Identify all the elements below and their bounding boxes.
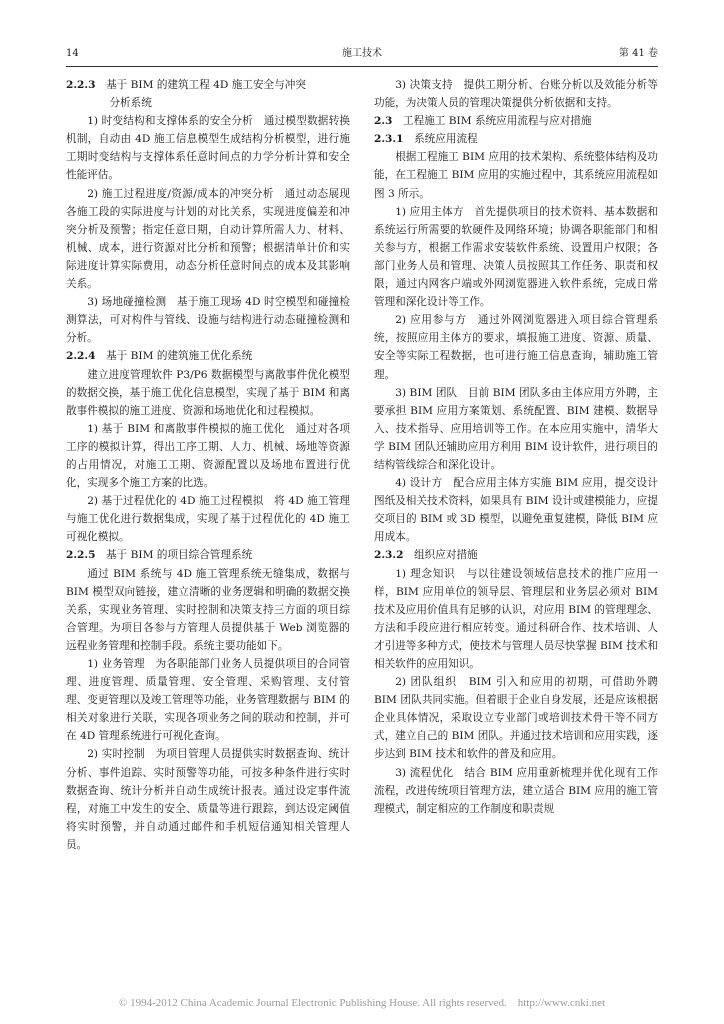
paragraph: 1) 基于 BIM 和离散事件模拟的施工优化 通过对各项工序的模拟计算，得出工序工期、人力、机械、场地等资源的占用情况，对施工工期、资源配置以及场地布置进行优化，实现多个施工方案的比选。 <box>66 422 350 490</box>
paragraph: 通过 BIM 系统与 4D 施工管理系统无缝集成，数据与 BIM 模型双向链接，建立清晰的业务逻辑和明确的数据交换关系，实现业务管理、实时控制和决策支持三方面的项目综合管理。为项目各参与方管理人员提供基于 Web 浏览器的远程业务管理和控制手段。系统主要功能如下。 <box>66 567 350 652</box>
paragraph: 1) 业务管理 为各职能部门业务人员提供项目的合同管理、进度管理、质量管理、安全管理、采购管理、支付管理、变更管理以及竣工管理等功能，业务管理数据与 BIM 的相关对象进行关联，实现各项业务之间的联动和控制，并可在 4D 管理系统进行可视化查询。 <box>66 658 350 743</box>
section-number: 2.3.2 <box>374 549 404 562</box>
right-column <box>374 76 658 818</box>
left-column <box>66 76 350 854</box>
section-title: 工程施工 BIM 系统应用流程与应对措施 <box>403 115 592 128</box>
section-number: 2.2.3 <box>66 79 96 91</box>
paragraph: 2) 应用参与方 通过外网浏览器进入项目综合管理系统，按照应用主体方的要求，填报施工进度、资源、质量、安全等实际工程数据，也可进行施工信息查询，辅助施工管理。 <box>374 314 658 381</box>
section-title-continued: 分析系统 <box>109 97 152 110</box>
paragraph: 4) 设计方 配合应用主体方实施 BIM 应用，提交设计图纸及相关技术资料，如果具有 BIM 设计或建模能力，应提交项目的 BIM 或 3D 模型，以避免重复建模，降低 BIM 应用成本。 <box>374 477 658 544</box>
paragraph: 2) 基于过程优化的 4D 施工过程模拟 将 4D 施工管理与施工优化进行数据集成，实现了基于过程优化的 4D 施工可视化模拟。 <box>66 495 350 544</box>
paragraph: 2) 施工过程进度/资源/成本的冲突分析 通过动态展现各施工段的实际进度与计划的对比关系，实现进度偏差和冲突分析及预警；指定任意日期，自动计算所需人力、材料、机械、成本，进行资源对比分析和预警；根据清单计价和实际进度计算实际费用，动态分析任意时间点的成本及其影响关系。 <box>66 187 350 291</box>
section-heading <box>374 112 658 130</box>
paragraph: 2) 团队组织 BIM 引入和应用的初期，可借助外聘 BIM 团队共同实施。但着眼于企业自身发展，还是应该根据企业具体情况，采取设立专业部门或培训技术骨干等不同方式，建立自己的 BIM 团队。并通过技术培训和应用实践，逐步达到 BIM 技术和软件的普及和应用。 <box>374 676 658 761</box>
page-number: 14 <box>66 48 79 59</box>
paragraph: 1) 时变结构和支撑体系的安全分析 通过模型数据转换机制，自动由 4D 施工信息模型生成结构分析模型，进行施工期时变结构与支撑体系任意时间点的力学分析计算和安全性能评估。 <box>66 115 350 182</box>
paragraph: 3) 流程优化 结合 BIM 应用重新梳理并优化现有工作流程，改进传统项目管理方法，建立适合 BIM 应用的施工管理模式，制定相应的工作制度和职责规 <box>374 766 658 815</box>
paragraph: 3) 场地碰撞检测 基于施工现场 4D 时空模型和碰撞检测算法，可对构件与管线、设施与结构进行动态碰撞检测和分析。 <box>66 296 350 345</box>
paragraph: 3) BIM 团队 目前 BIM 团队多由主体应用方外聘，主要承担 BIM 应用方案策划、系统配置、BIM 建模、数据导入、技术指导、应用培训等工作。在本应用实施中，清华大学 BIM 团队还辅助应用方利用 BIM 设计软件，进行项目的结构管线综合和深化设计。 <box>374 386 658 471</box>
section-title: 系统应用流程 <box>414 133 478 146</box>
section-heading <box>66 76 350 94</box>
section-number: 2.2.4 <box>66 350 96 363</box>
paragraph: 1) 应用主体方 首先提供项目的技术资料、基本数据和系统运行所需要的软硬件及网络环境；协调各职能部门和相关参与方，根据工作需求安装软件系统、设置用户权限；各部门业务人员和管理、决策人员按照其工作任务、职责和权限，通过内网客户端或外网浏览器进入软件系统，完成日常管理和深化设计等工作。 <box>374 205 658 309</box>
paragraph: 1) 理念知识 与以往建设领域信息技术的推广应用一样，BIM 应用单位的领导层、管理层和业务层必须对 BIM 技术及应用价值具有足够的认识，对应用 BIM 的管理理念、方法和手段应进行相应转变。通过科研合作、技术培训、人才引进等多种方式，使技术与管理人员尽快掌握 BIM 技术和相关软件的应用知识。 <box>374 567 658 670</box>
copyright-footer: © 1994-2012 China Academic Journal Electronic Publishing House. All rights reserved. http://www.cnki.net <box>118 997 606 1009</box>
volume-label: 第 41 卷 <box>618 48 658 59</box>
paragraph: 建立进度管理软件 P3/P6 数据模型与离散事件优化模型的数据交换，基于施工优化信息模型，实现了基于 BIM 和离散事件模拟的施工进度、资源和场地优化和过程模拟。 <box>66 368 350 417</box>
section-title: 基于 BIM 的项目综合管理系统 <box>106 549 253 562</box>
section-title: 组织应对措施 <box>414 549 478 562</box>
paragraph: 2) 实时控制 为项目管理人员提供实时数据查询、统计分析、事件追踪、实时预警等功能，可按多种条件进行实时数据查询、统计分析并自动生成统计报表。通过设定事件流程，对施工中发生的安全、质量等进行跟踪，到达设定阈值将实时预警，并自动通过邮件和手机短信通知相关管理人员。 <box>66 748 350 851</box>
paragraph: 3) 决策支持 提供工期分析、台账分析以及效能分析等功能，为决策人员的管理决策提供分析依据和支持。 <box>374 79 658 110</box>
section-title: 基于 BIM 的建筑工程 4D 施工安全与冲突 <box>106 79 306 91</box>
journal-title: 施工技术 <box>342 48 382 59</box>
section-title: 基于 BIM 的建筑施工优化系统 <box>106 350 253 363</box>
section-number: 2.2.5 <box>66 549 96 562</box>
section-number: 2.3 <box>374 115 393 128</box>
section-number: 2.3.1 <box>374 133 404 146</box>
running-header <box>66 46 658 67</box>
paragraph: 根据工程施工 BIM 应用的技术架构、系统整体结构及功能，在工程施工 BIM 应用的实施过程中，其系统应用流程如图 3 所示。 <box>374 151 658 200</box>
section-heading <box>374 130 658 148</box>
section-heading <box>66 546 350 564</box>
section-heading <box>66 347 350 365</box>
section-heading <box>374 546 658 564</box>
